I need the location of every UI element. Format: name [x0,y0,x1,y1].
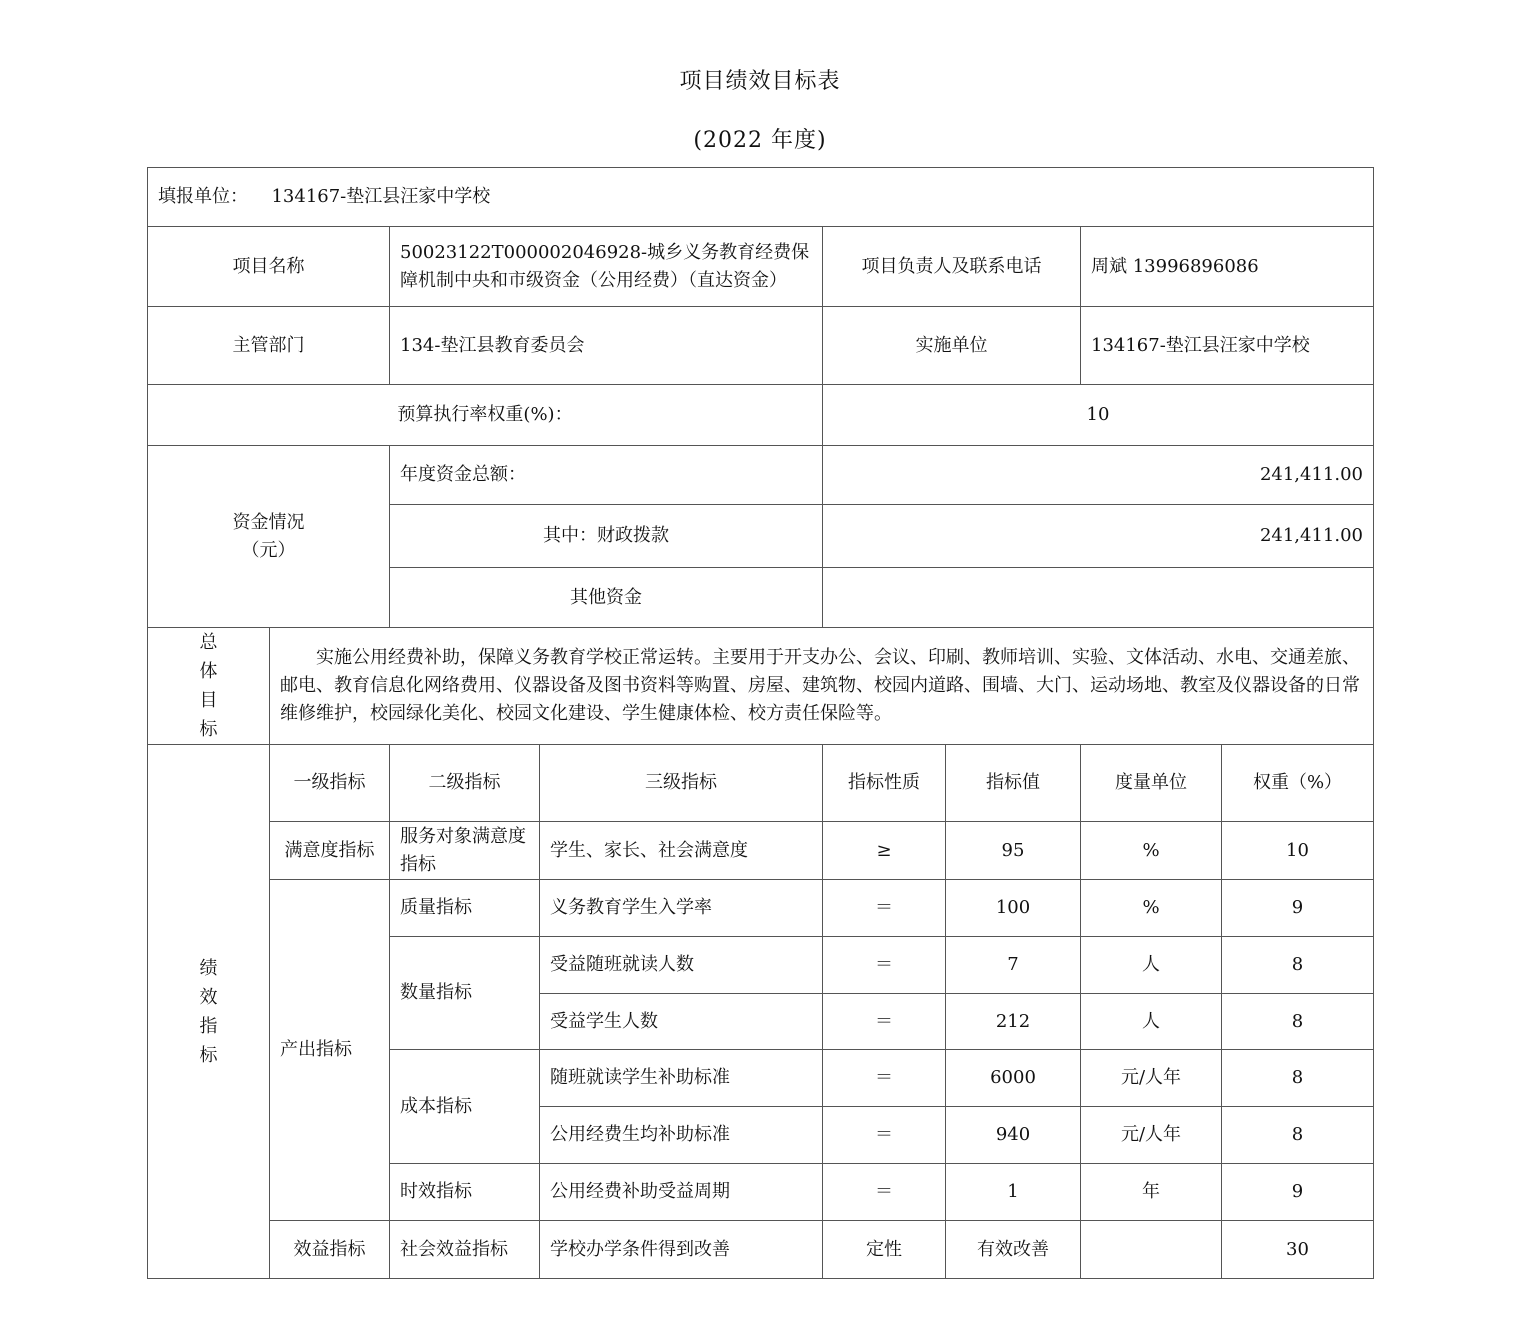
level3-name: 学校办学条件得到改善 [540,1221,823,1279]
budget-rate-value: 10 [823,385,1374,446]
table-row [148,1221,1374,1279]
header-level2: 二级指标 [390,745,540,822]
value-cell: 有效改善 [946,1221,1081,1279]
funds-total-row [148,446,1374,505]
table-row [148,822,1374,880]
funds-fiscal-value: 241,411.00 [823,505,1374,568]
unit-cell: % [1081,880,1222,937]
value-cell: 940 [946,1107,1081,1164]
department-row [148,307,1374,385]
value-cell: 7 [946,937,1081,994]
nature-cell: 定性 [823,1221,946,1279]
level2-quantity: 数量指标 [390,937,540,1050]
funds-label: 资金情况 [232,511,305,533]
overall-goal-row [148,628,1374,745]
header-nature: 指标性质 [823,745,946,822]
fill-unit-value: 134167-垫江县汪家中学校 [271,186,491,207]
budget-rate-row [148,385,1374,446]
level2-service: 服务对象满意度指标 [390,822,540,880]
goal-label-char: 标 [199,719,218,740]
funds-total-label: 年度资金总额： [390,446,823,505]
level3-name: 公用经费补助受益周期 [540,1164,823,1221]
indicators-label-char: 绩 [199,957,218,979]
funds-total-value: 241,411.00 [823,446,1374,505]
unit-cell: 人 [1081,937,1222,994]
level3-name: 公用经费生均补助标准 [540,1107,823,1164]
goal-label-char: 总 [199,632,218,653]
document-subtitle: (2022 年度) [693,128,827,153]
weight-cell: 8 [1222,1107,1374,1164]
level3-name: 学生、家长、社会满意度 [540,822,823,880]
funds-other-label: 其他资金 [390,568,823,628]
unit-cell: % [1081,822,1222,880]
project-contact-value: 周斌 13996896086 [1081,227,1374,307]
level2-timeliness: 时效指标 [390,1164,540,1221]
project-name-value: 50023122T000002046928-城乡义务教育经费保障机制中央和市级资金（公用经费）（直达资金） [390,227,823,307]
level3-name: 受益学生人数 [540,994,823,1050]
value-cell: 1 [946,1164,1081,1221]
value-cell: 95 [946,822,1081,880]
dept-label: 主管部门 [148,307,390,385]
indicators-label-char: 标 [199,1044,218,1066]
unit-cell: 年 [1081,1164,1222,1221]
unit-cell: 人 [1081,994,1222,1050]
level2-cost: 成本指标 [390,1050,540,1164]
nature-cell: ＝ [823,1050,946,1107]
dept-value: 134-垫江县教育委员会 [390,307,823,385]
weight-cell: 9 [1222,880,1374,937]
level2-social: 社会效益指标 [390,1221,540,1279]
project-name-label: 项目名称 [148,227,390,307]
level3-name: 随班就读学生补助标准 [540,1050,823,1107]
value-cell: 212 [946,994,1081,1050]
nature-cell: ＝ [823,1107,946,1164]
overall-goal-text: 实施公用经费补助，保障义务教育学校正常运转。主要用于开支办公、会议、印刷、教师培训、实验、文体活动、水电、交通差旅、邮电、教育信息化网络费用、仪器设备及图书资料等购置、房屋、建筑物、校园内道路、围墙、大门、运动场地、教室及仪器设备的日常维修维护，校园绿化美化、校园文化建设、学生健康体检、校方责任保险等。 [270,628,1374,745]
nature-cell: ＝ [823,937,946,994]
header-weight: 权重（%） [1222,745,1374,822]
overall-goal-label [148,628,270,745]
weight-cell: 10 [1222,822,1374,880]
funds-other-value [823,568,1374,628]
indicator-header-row [148,745,1374,822]
indicators-label [148,745,270,1279]
unit-cell: 元/人年 [1081,1050,1222,1107]
budget-rate-label: 预算执行率权重(%)： [148,385,823,446]
header-value: 指标值 [946,745,1081,822]
funds-label-cell [148,446,390,628]
weight-cell: 8 [1222,937,1374,994]
goal-label-char: 目 [199,690,218,711]
value-cell: 100 [946,880,1081,937]
nature-cell: ＝ [823,994,946,1050]
weight-cell: 8 [1222,1050,1374,1107]
weight-cell: 30 [1222,1221,1374,1279]
project-contact-label: 项目负责人及联系电话 [823,227,1081,307]
fill-unit-cell [148,168,1374,227]
nature-cell: ＝ [823,880,946,937]
impl-unit-label: 实施单位 [823,307,1081,385]
level2-quality: 质量指标 [390,880,540,937]
goal-label-char: 体 [199,661,218,682]
funds-fiscal-label: 其中：财政拨款 [390,505,823,568]
level3-name: 义务教育学生入学率 [540,880,823,937]
project-row [148,227,1374,307]
value-cell: 6000 [946,1050,1081,1107]
performance-target-table [147,167,1374,1279]
funds-unit: （元） [241,539,296,561]
nature-cell: ＝ [823,1164,946,1221]
level1-output: 产出指标 [270,880,390,1221]
header-level3: 三级指标 [540,745,823,822]
fill-unit-label: 填报单位： [158,186,248,207]
weight-cell: 8 [1222,994,1374,1050]
indicators-label-char: 指 [199,1015,218,1037]
indicators-label-char: 效 [199,986,218,1008]
nature-cell: ≥ [823,822,946,880]
header-unit: 度量单位 [1081,745,1222,822]
header-level1: 一级指标 [270,745,390,822]
level3-name: 受益随班就读人数 [540,937,823,994]
weight-cell: 9 [1222,1164,1374,1221]
table-row [148,880,1374,937]
fill-unit-row [148,168,1374,227]
unit-cell [1081,1221,1222,1279]
impl-unit-value: 134167-垫江县汪家中学校 [1081,307,1374,385]
unit-cell: 元/人年 [1081,1107,1222,1164]
document-title: 项目绩效目标表 [679,69,841,94]
level1-satisfaction: 满意度指标 [270,822,390,880]
level1-benefit: 效益指标 [270,1221,390,1279]
